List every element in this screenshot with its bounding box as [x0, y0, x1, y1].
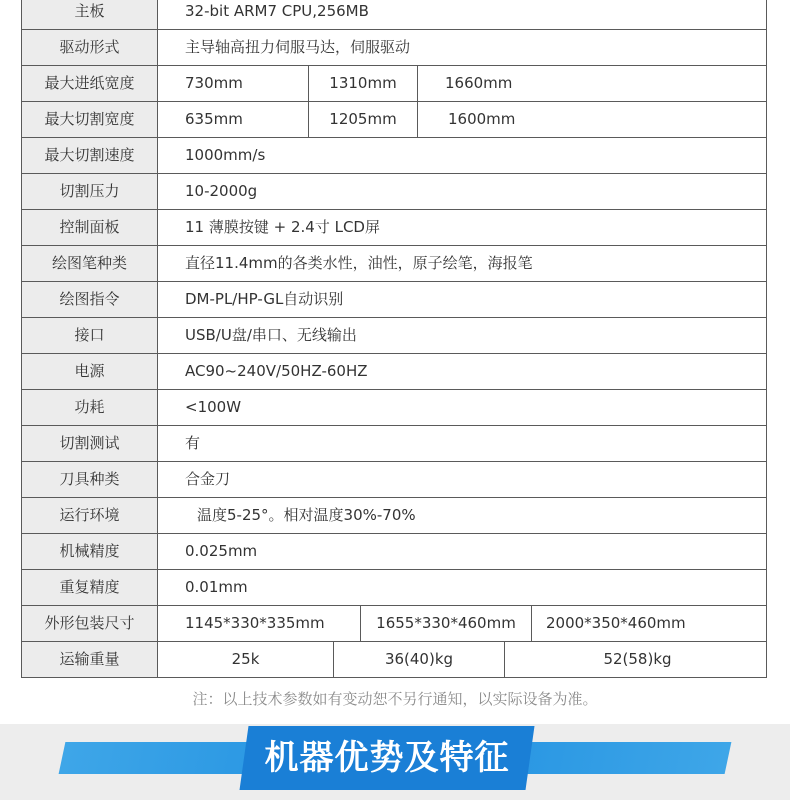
spec-label: 机械精度	[22, 534, 158, 570]
spec-value-cell	[158, 606, 767, 642]
spec-value: 11 薄膜按键 + 2.4寸 LCD屏	[185, 218, 380, 236]
disclaimer-note: 注：以上技术参数如有变动恕不另行通知，以实际设备为准。	[192, 690, 598, 708]
spec-value-cell	[158, 570, 767, 606]
spec-value: <100W	[185, 398, 242, 416]
spec-value-cell	[158, 534, 767, 570]
spec-row	[22, 318, 767, 354]
spec-value: 1660mm	[418, 66, 767, 101]
spec-value-cell	[158, 282, 767, 318]
spec-row	[22, 570, 767, 606]
spec-value-cell	[158, 462, 767, 498]
spec-value-cell	[158, 174, 767, 210]
spec-value: 有	[185, 434, 201, 452]
spec-value: USB/U盘/串口、无线输出	[185, 326, 357, 344]
spec-value: 1600mm	[418, 102, 767, 137]
spec-label: 绘图指令	[22, 282, 158, 318]
spec-value-cell	[158, 210, 767, 246]
spec-value: 1145*330*335mm	[185, 614, 325, 632]
spec-row	[22, 30, 767, 66]
spec-label: 电源	[22, 354, 158, 390]
spec-row	[22, 282, 767, 318]
spec-value-cell	[158, 66, 767, 102]
spec-row	[22, 354, 767, 390]
spec-value-cell	[158, 354, 767, 390]
spec-table	[21, 0, 767, 678]
spec-value-cell	[158, 246, 767, 282]
spec-label: 接口	[22, 318, 158, 354]
spec-label: 主板	[22, 0, 158, 30]
spec-value-cell	[158, 318, 767, 354]
spec-value: 36(40)kg	[334, 642, 505, 677]
spec-value: 合金刀	[185, 470, 231, 488]
spec-label: 外形包装尺寸	[22, 606, 158, 642]
spec-value-cell	[158, 0, 767, 30]
spec-row	[22, 102, 767, 138]
spec-value: 10-2000g	[185, 182, 258, 200]
spec-value-cell	[158, 102, 767, 138]
spec-value: 1655*330*460mm	[361, 606, 532, 641]
spec-label: 驱动形式	[22, 30, 158, 66]
spec-value: 25k	[231, 650, 260, 668]
spec-value-cell	[158, 390, 767, 426]
spec-value: 32-bit ARM7 CPU,256MB	[185, 2, 369, 20]
spec-label: 最大切割宽度	[22, 102, 158, 138]
spec-value-cell	[158, 30, 767, 66]
spec-value-cell	[158, 426, 767, 462]
spec-row	[22, 66, 767, 102]
spec-row	[22, 138, 767, 174]
spec-value-cell	[158, 138, 767, 174]
spec-label: 最大进纸宽度	[22, 66, 158, 102]
section-title: 机器优势及特征	[264, 738, 510, 778]
spec-row	[22, 246, 767, 282]
spec-value: DM-PL/HP-GL自动识别	[185, 290, 344, 308]
spec-value: 主导轴高扭力伺服马达，伺服驱动	[185, 38, 411, 56]
spec-value: AC90~240V/50HZ-60HZ	[185, 362, 368, 380]
spec-row	[22, 606, 767, 642]
spec-label: 控制面板	[22, 210, 158, 246]
spec-label: 运行环境	[22, 498, 158, 534]
spec-value: 52(58)kg	[505, 642, 767, 677]
spec-value: 1205mm	[309, 102, 418, 137]
spec-label: 刀具种类	[22, 462, 158, 498]
spec-value: 直径11.4mm的各类水性，油性，原子绘笔，海报笔	[185, 254, 533, 272]
spec-row	[22, 642, 767, 678]
spec-value: 0.025mm	[185, 542, 258, 560]
spec-value: 温度5-25°。相对温度30%-70%	[197, 506, 416, 524]
spec-value: 1310mm	[309, 66, 418, 101]
spec-label: 切割测试	[22, 426, 158, 462]
spec-row	[22, 498, 767, 534]
spec-value-cell	[158, 498, 767, 534]
spec-label: 绘图笔种类	[22, 246, 158, 282]
spec-value: 730mm	[185, 74, 243, 92]
spec-value: 1000mm/s	[185, 146, 266, 164]
spec-table-body	[22, 0, 767, 678]
spec-row	[22, 534, 767, 570]
spec-label: 切割压力	[22, 174, 158, 210]
spec-row	[22, 210, 767, 246]
spec-row	[22, 390, 767, 426]
spec-label: 运输重量	[22, 642, 158, 678]
spec-label: 最大切割速度	[22, 138, 158, 174]
spec-value-cell	[158, 642, 767, 678]
spec-value: 0.01mm	[185, 578, 248, 596]
spec-value: 2000*350*460mm	[532, 606, 767, 641]
spec-row	[22, 174, 767, 210]
spec-row	[22, 426, 767, 462]
spec-row	[22, 0, 767, 30]
spec-value: 635mm	[185, 110, 243, 128]
spec-label: 重复精度	[22, 570, 158, 606]
spec-row	[22, 462, 767, 498]
spec-label: 功耗	[22, 390, 158, 426]
